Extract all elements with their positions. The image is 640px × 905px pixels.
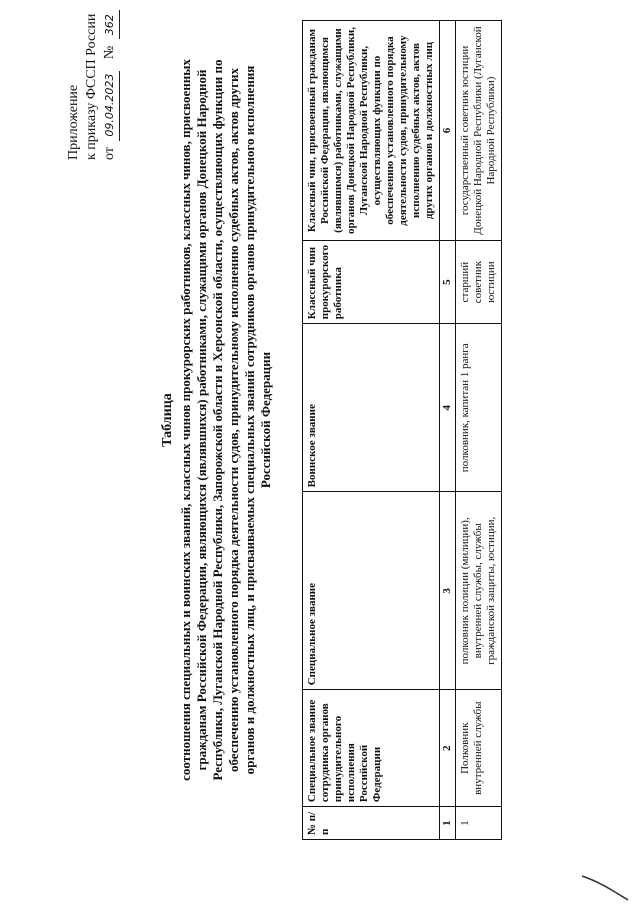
cell-fssp-rank: Полковник внутренней службы <box>456 690 502 807</box>
appendix-label: Приложение <box>66 84 81 160</box>
header-class-rank-dnr-lnr: Классный чин, присвоенный гражданам Российской Федерации, являющимся (являвшимся) работниками, служащими органов Донецкой Народной Республики, Луганской Народной Республики, осуществляющих функции по обеспечению установленного порядка деятельности судов, принудительному исполнению судебных актов, актов других органов и должностных лиц <box>303 21 440 241</box>
order-date-line <box>101 10 120 160</box>
column-number: 6 <box>440 21 456 241</box>
date-prefix: от <box>102 147 117 160</box>
header-fssp-rank: Специальное звание сотрудника органов принудительного исполнения Российской Федерации <box>303 690 440 807</box>
title-text: соотношения специальных и воинских званий, классных чинов прокурорских работников, классных чинов, присвоенных гражданам Российской Федерации, являющихся (являвшихся) работниками, служащими органов Донецкой Народной Республики, Луганской Народной Республики, Запорожской области и Херсонской области, осуществляющих функции по обеспечению установленного порядка деятельности судов, принудительному исполнению судебных актов, актов других органов и должностных лиц, и присваиваемых специальных званий сотрудников органов принудительного исполнения Российской Федерации <box>178 59 273 781</box>
column-number: 3 <box>440 492 456 690</box>
scan-mark-icon <box>580 872 630 902</box>
number-prefix: № <box>102 45 117 60</box>
handwritten-date: 09.04.2023 <box>101 71 120 141</box>
column-number-row <box>440 21 456 840</box>
appendix-header <box>65 10 120 160</box>
column-number: 4 <box>440 324 456 492</box>
column-number: 5 <box>440 241 456 324</box>
cell-number: 1 <box>456 807 502 840</box>
title-word: Таблица <box>160 393 175 447</box>
header-prosecutor-rank: Классный чин прокурорского работника <box>303 241 440 324</box>
table-title <box>160 45 274 795</box>
cell-prosecutor-rank: старший советник юстиции <box>456 241 502 324</box>
cell-military-rank: полковник, капитан 1 ранга <box>456 324 502 492</box>
table-row <box>456 21 502 840</box>
handwritten-number: 362 <box>101 10 120 39</box>
order-reference: к приказу ФССП России <box>84 13 99 160</box>
column-number: 2 <box>440 690 456 807</box>
cell-special-rank: полковник полиции (милиции), внутренней службы, службы гражданской защиты, юстиции, <box>456 492 502 690</box>
column-number: 1 <box>440 807 456 840</box>
header-military-rank: Воинское звание <box>303 324 440 492</box>
table-header-row <box>303 21 440 840</box>
correspondence-table <box>302 20 502 840</box>
header-number: № п/п <box>303 807 440 840</box>
cell-class-rank-dnr-lnr: государственный советник юстиции Донецкой Народной Республики (Луганской Народной Республики) <box>456 21 502 241</box>
header-special-rank: Специальное звание <box>303 492 440 690</box>
